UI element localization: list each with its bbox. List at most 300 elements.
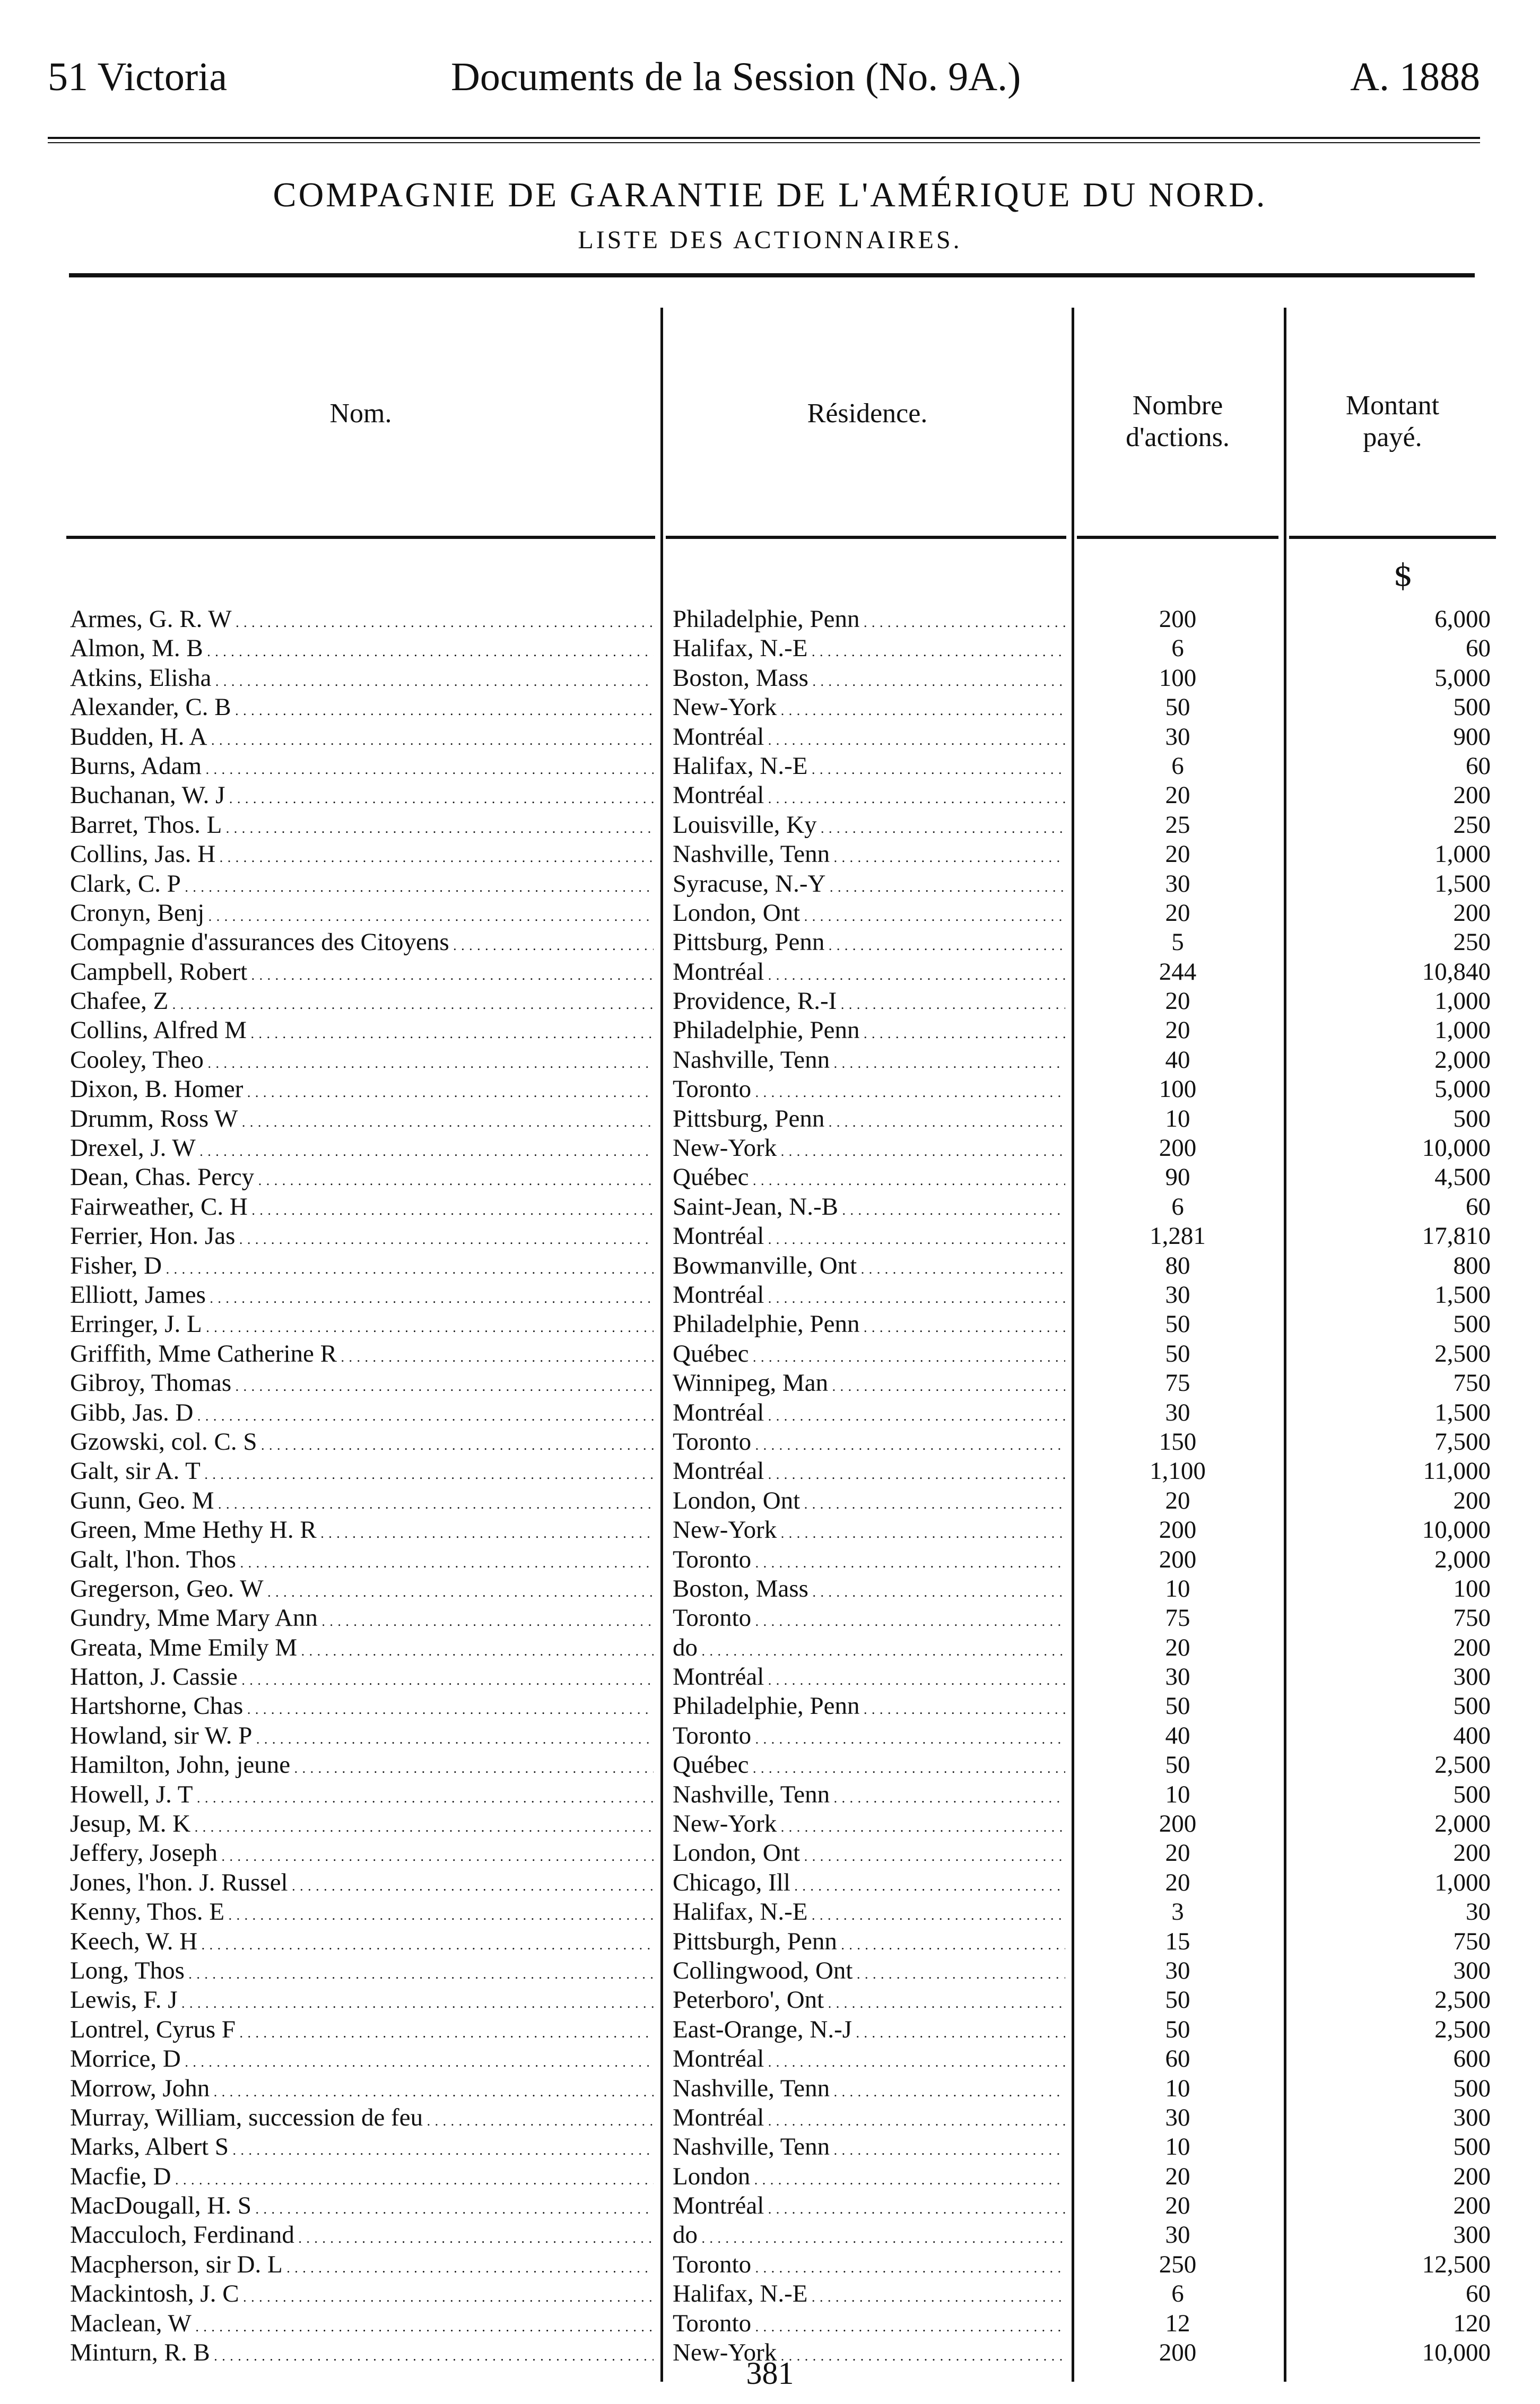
shareholder-name: Kenny, Thos. E . . . xyxy=(70,1897,654,1930)
shareholder-amount-paid: 750 xyxy=(1453,1369,1491,1397)
shareholder-residence: Montréal . . . xyxy=(673,957,1065,990)
shareholder-amount-paid: 200 xyxy=(1453,2192,1491,2220)
shareholder-residence: Toronto . . . xyxy=(673,1427,1065,1460)
shareholder-name: Lewis, F. J . . . xyxy=(70,1985,654,2018)
shareholder-shares: 75 xyxy=(1165,1604,1190,1632)
header-separator-residence xyxy=(666,536,1066,539)
shareholder-name: Galt, sir A. T . . . xyxy=(70,1457,654,1489)
shareholder-residence: Montréal . . . xyxy=(673,2103,1065,2136)
shareholder-shares: 20 xyxy=(1165,1633,1190,1661)
table-row xyxy=(0,2074,1540,2103)
shareholder-name: Gundry, Mme Mary Ann . . . xyxy=(70,1604,654,1636)
shareholder-shares: 5 xyxy=(1171,928,1184,956)
table-row xyxy=(0,840,1540,869)
shareholder-amount-paid: 30 xyxy=(1466,1898,1491,1926)
table-row xyxy=(0,1134,1540,1163)
shareholder-amount-paid: 1,000 xyxy=(1434,1016,1491,1044)
table-row xyxy=(0,1251,1540,1281)
shareholder-name: Buchanan, W. J . . . xyxy=(70,781,654,813)
shareholder-name: MacDougall, H. S . . . xyxy=(70,2191,654,2224)
shareholder-amount-paid: 11,000 xyxy=(1423,1457,1491,1485)
table-row xyxy=(0,1222,1540,1251)
shareholder-shares: 90 xyxy=(1165,1163,1190,1191)
table-row xyxy=(0,957,1540,987)
table-row xyxy=(0,928,1540,957)
shareholder-amount-paid: 200 xyxy=(1453,1839,1491,1867)
shareholder-residence: Philadelphie, Penn . . . xyxy=(673,1016,1065,1048)
currency-symbol: $ xyxy=(1393,557,1413,593)
column-header-amount-line2: payé. xyxy=(1363,422,1422,452)
shareholder-amount-paid: 500 xyxy=(1453,2074,1491,2102)
shareholder-amount-paid: 60 xyxy=(1466,2280,1491,2308)
shareholder-amount-paid: 250 xyxy=(1453,928,1491,956)
shareholder-amount-paid: 10,840 xyxy=(1422,957,1491,986)
table-row xyxy=(0,2132,1540,2162)
shareholder-name: Jesup, M. K . . . xyxy=(70,1809,654,1842)
shareholder-residence: Montréal . . . xyxy=(673,1281,1065,1313)
shareholder-shares: 10 xyxy=(1165,1104,1190,1133)
table-row xyxy=(0,1662,1540,1692)
shareholder-name: Dixon, B. Homer . . . xyxy=(70,1075,654,1107)
shareholder-name: Long, Thos . . . xyxy=(70,1956,654,1989)
shareholder-amount-paid: 10,000 xyxy=(1422,1134,1491,1162)
shareholder-amount-paid: 900 xyxy=(1453,722,1491,751)
shareholder-residence: Philadelphie, Penn . . . xyxy=(673,1310,1065,1342)
table-row xyxy=(0,1281,1540,1310)
shareholder-name: Atkins, Elisha . . . xyxy=(70,664,654,696)
table-row xyxy=(0,1427,1540,1457)
shareholder-amount-paid: 100 xyxy=(1453,1574,1491,1602)
table-row xyxy=(0,1075,1540,1104)
table-row xyxy=(0,1046,1540,1075)
shareholder-residence: do . . . xyxy=(673,2220,1065,2253)
shareholder-amount-paid: 10,000 xyxy=(1422,2339,1491,2367)
shareholder-name: Fisher, D . . . xyxy=(70,1251,654,1284)
shareholder-shares: 20 xyxy=(1165,987,1190,1015)
page-title: COMPAGNIE DE GARANTIE DE L'AMÉRIQUE DU NORD. xyxy=(273,176,1267,214)
shareholder-amount-paid: 500 xyxy=(1453,2133,1491,2161)
shareholder-shares: 6 xyxy=(1171,1192,1184,1221)
shareholder-name: Galt, l'hon. Thos . . . xyxy=(70,1545,654,1578)
shareholder-amount-paid: 60 xyxy=(1466,1192,1491,1221)
shareholder-name: Campbell, Robert . . . xyxy=(70,957,654,990)
shareholder-name: Macpherson, sir D. L . . . xyxy=(70,2250,654,2283)
shareholder-residence: Pittsburgh, Penn . . . xyxy=(673,1927,1065,1959)
shareholder-residence: New-York . . . xyxy=(673,1809,1065,1842)
shareholder-shares: 50 xyxy=(1165,693,1190,721)
shareholder-name: Maclean, W . . . xyxy=(70,2309,654,2341)
shareholder-amount-paid: 300 xyxy=(1453,2103,1491,2131)
shareholder-shares: 20 xyxy=(1165,2162,1190,2190)
table-row xyxy=(0,693,1540,722)
shareholder-amount-paid: 750 xyxy=(1453,1604,1491,1632)
shareholder-name: Howell, J. T . . . xyxy=(70,1780,654,1813)
column-header-name: Nom. xyxy=(329,398,392,429)
table-row xyxy=(0,899,1540,928)
shareholder-name: Greata, Mme Emily M . . . xyxy=(70,1633,654,1666)
shareholder-name: Almon, M. B . . . xyxy=(70,634,654,666)
shareholder-name: Ferrier, Hon. Jas . . . xyxy=(70,1222,654,1254)
table-row xyxy=(0,2250,1540,2279)
shareholder-name: Jones, l'hon. J. Russel . . . xyxy=(70,1868,654,1901)
table-row xyxy=(0,1927,1540,1956)
shareholder-name: Alexander, C. B . . . xyxy=(70,693,654,725)
shareholder-shares: 10 xyxy=(1165,1780,1190,1808)
table-row xyxy=(0,1545,1540,1574)
shareholder-shares: 200 xyxy=(1159,605,1197,633)
shareholder-residence: Louisville, Ky . . . xyxy=(673,811,1065,843)
shareholder-residence: Boston, Mass . . . xyxy=(673,1574,1065,1607)
shareholder-amount-paid: 2,000 xyxy=(1434,1046,1491,1074)
shareholder-shares: 6 xyxy=(1171,752,1184,780)
shareholder-amount-paid: 6,000 xyxy=(1434,605,1491,633)
table-row xyxy=(0,1780,1540,1809)
header-rule-bottom xyxy=(48,142,1480,143)
table-row xyxy=(0,1574,1540,1604)
shareholder-shares: 20 xyxy=(1165,1839,1190,1867)
shareholder-residence: London, Ont . . . xyxy=(673,1839,1065,1871)
table-row xyxy=(0,1016,1540,1045)
shareholder-residence: Halifax, N.-E . . . xyxy=(673,2279,1065,2312)
shareholder-name: Budden, H. A . . . xyxy=(70,722,654,755)
shareholder-shares: 6 xyxy=(1171,2280,1184,2308)
shareholder-shares: 80 xyxy=(1165,1251,1190,1279)
shareholder-shares: 30 xyxy=(1165,2103,1190,2131)
table-row xyxy=(0,1604,1540,1633)
shareholder-shares: 200 xyxy=(1159,1810,1197,1838)
table-row xyxy=(0,1839,1540,1868)
shareholder-residence: Québec . . . xyxy=(673,1339,1065,1372)
header-separator-name xyxy=(66,536,655,539)
shareholder-shares: 40 xyxy=(1165,1721,1190,1749)
shareholder-name: Erringer, J. L . . . xyxy=(70,1310,654,1342)
shareholder-residence: Nashville, Tenn . . . xyxy=(673,2132,1065,2165)
shareholder-amount-paid: 10,000 xyxy=(1422,1516,1491,1544)
shareholder-name: Macculoch, Ferdinand . . . xyxy=(70,2220,654,2253)
shareholder-name: Gregerson, Geo. W . . . xyxy=(70,1574,654,1607)
column-header-shares xyxy=(1077,390,1278,454)
shareholder-shares: 40 xyxy=(1165,1046,1190,1074)
shareholder-amount-paid: 200 xyxy=(1453,2162,1491,2190)
table-row xyxy=(0,811,1540,840)
shareholder-name: Jeffery, Joseph . . . xyxy=(70,1839,654,1871)
shareholder-shares: 50 xyxy=(1165,1751,1190,1779)
shareholder-shares: 200 xyxy=(1159,1516,1197,1544)
shareholder-shares: 50 xyxy=(1165,1310,1190,1338)
shareholder-residence: Halifax, N.-E . . . xyxy=(673,1897,1065,1930)
shareholder-residence: Montréal . . . xyxy=(673,1398,1065,1431)
shareholder-amount-paid: 400 xyxy=(1453,1721,1491,1749)
shareholder-residence: Nashville, Tenn . . . xyxy=(673,2074,1065,2106)
table-row xyxy=(0,2191,1540,2220)
shareholder-residence: New-York . . . xyxy=(673,693,1065,725)
table-row xyxy=(0,987,1540,1016)
table-row xyxy=(0,1163,1540,1192)
shareholder-residence: Halifax, N.-E . . . xyxy=(673,634,1065,666)
shareholder-shares: 50 xyxy=(1165,1339,1190,1368)
page-subtitle: LISTE DES ACTIONNAIRES. xyxy=(578,226,962,254)
shareholder-name: Elliott, James . . . xyxy=(70,1281,654,1313)
table-row xyxy=(0,1486,1540,1515)
shareholder-residence: Québec . . . xyxy=(673,1750,1065,1783)
shareholder-amount-paid: 5,000 xyxy=(1434,1075,1491,1103)
table-row xyxy=(0,1310,1540,1339)
shareholder-residence: Montréal . . . xyxy=(673,2191,1065,2224)
shareholder-shares: 75 xyxy=(1165,1369,1190,1397)
table-row xyxy=(0,781,1540,810)
shareholder-name: Minturn, R. B . . . xyxy=(70,2338,654,2371)
shareholder-name: Collins, Alfred M . . . xyxy=(70,1016,654,1048)
shareholder-residence: Halifax, N.-E . . . xyxy=(673,752,1065,784)
table-row xyxy=(0,605,1540,634)
shareholder-name: Murray, William, succession de feu . . . xyxy=(70,2103,654,2136)
shareholder-amount-paid: 500 xyxy=(1453,1780,1491,1808)
column-header-shares-line1: Nombre xyxy=(1132,390,1223,421)
shareholder-shares: 50 xyxy=(1165,1986,1190,2014)
shareholder-name: Hamilton, John, jeune . . . xyxy=(70,1750,654,1783)
shareholder-amount-paid: 60 xyxy=(1466,634,1491,663)
shareholder-shares: 30 xyxy=(1165,722,1190,751)
shareholder-shares: 60 xyxy=(1165,2045,1190,2073)
shareholder-shares: 12 xyxy=(1165,2309,1190,2337)
shareholder-shares: 30 xyxy=(1165,1398,1190,1426)
shareholder-amount-paid: 2,500 xyxy=(1434,1986,1491,2014)
shareholder-shares: 250 xyxy=(1159,2250,1197,2278)
shareholder-name: Drexel, J. W . . . xyxy=(70,1134,654,1166)
shareholder-amount-paid: 1,500 xyxy=(1434,1281,1491,1309)
shareholder-shares: 3 xyxy=(1171,1898,1184,1926)
shareholder-amount-paid: 2,500 xyxy=(1434,1339,1491,1368)
shareholder-residence: Toronto . . . xyxy=(673,1721,1065,1754)
shareholder-shares: 30 xyxy=(1165,2221,1190,2249)
shareholder-shares: 25 xyxy=(1165,811,1190,839)
shareholder-amount-paid: 17,810 xyxy=(1422,1222,1491,1250)
shareholder-amount-paid: 60 xyxy=(1466,752,1491,780)
table-row xyxy=(0,1457,1540,1486)
shareholder-name: Howland, sir W. P . . . xyxy=(70,1721,654,1754)
shareholder-amount-paid: 300 xyxy=(1453,2221,1491,2249)
shareholder-name: Gzowski, col. C. S . . . xyxy=(70,1427,654,1460)
shareholder-name: Griffith, Mme Catherine R . . . xyxy=(70,1339,654,1372)
table-row xyxy=(0,1369,1540,1398)
shareholder-name: Hatton, J. Cassie . . . xyxy=(70,1662,654,1695)
shareholder-amount-paid: 2,500 xyxy=(1434,1751,1491,1779)
shareholder-residence: Providence, R.-I . . . xyxy=(673,987,1065,1019)
table-row xyxy=(0,1633,1540,1662)
shareholder-residence: Chicago, Ill . . . xyxy=(673,1868,1065,1901)
shareholder-amount-paid: 2,000 xyxy=(1434,1810,1491,1838)
table-row xyxy=(0,664,1540,693)
table-row xyxy=(0,2309,1540,2338)
shareholder-residence: do . . . xyxy=(673,1633,1065,1666)
table-row xyxy=(0,722,1540,752)
shareholder-amount-paid: 120 xyxy=(1453,2309,1491,2337)
table-row xyxy=(0,1515,1540,1545)
shareholder-shares: 20 xyxy=(1165,1486,1190,1514)
shareholder-shares: 200 xyxy=(1159,2339,1197,2367)
shareholder-residence: London . . . xyxy=(673,2162,1065,2194)
table-row xyxy=(0,1985,1540,2015)
table-row xyxy=(0,2220,1540,2250)
shareholder-shares: 244 xyxy=(1159,957,1197,986)
shareholder-amount-paid: 500 xyxy=(1453,1104,1491,1133)
table-row xyxy=(0,1721,1540,1750)
shareholder-name: Armes, G. R. W . . . xyxy=(70,605,654,637)
shareholder-amount-paid: 4,500 xyxy=(1434,1163,1491,1191)
shareholder-amount-paid: 1,500 xyxy=(1434,869,1491,898)
shareholder-name: Macfie, D . . . xyxy=(70,2162,654,2194)
shareholder-name: Lontrel, Cyrus F . . . xyxy=(70,2015,654,2048)
shareholder-name: Gibb, Jas. D . . . xyxy=(70,1398,654,1431)
shareholder-shares: 30 xyxy=(1165,1663,1190,1691)
shareholder-amount-paid: 800 xyxy=(1453,1251,1491,1279)
header-separator-shares xyxy=(1077,536,1278,539)
shareholder-amount-paid: 200 xyxy=(1453,1486,1491,1514)
shareholder-amount-paid: 2,000 xyxy=(1434,1545,1491,1573)
shareholder-shares: 100 xyxy=(1159,664,1197,692)
shareholder-amount-paid: 250 xyxy=(1453,811,1491,839)
shareholder-name: Dean, Chas. Percy . . . xyxy=(70,1163,654,1195)
shareholder-residence: Montréal . . . xyxy=(673,722,1065,755)
page-number: 381 xyxy=(746,2356,794,2391)
header-volume: 51 Victoria xyxy=(48,55,228,99)
column-header-amount xyxy=(1292,390,1493,454)
shareholder-residence: London, Ont . . . xyxy=(673,899,1065,931)
shareholder-shares: 200 xyxy=(1159,1545,1197,1573)
shareholder-name: Clark, C. P . . . xyxy=(70,869,654,902)
shareholder-residence: Pittsburg, Penn . . . xyxy=(673,1104,1065,1137)
shareholder-residence: Winnipeg, Man . . . xyxy=(673,1369,1065,1401)
shareholder-shares: 30 xyxy=(1165,869,1190,898)
shareholder-name: Chafee, Z . . . xyxy=(70,987,654,1019)
shareholder-shares: 50 xyxy=(1165,1692,1190,1720)
shareholder-amount-paid: 2,500 xyxy=(1434,2015,1491,2043)
shareholder-name: Morrow, John . . . xyxy=(70,2074,654,2106)
table-row xyxy=(0,2103,1540,2132)
shareholder-shares: 10 xyxy=(1165,2133,1190,2161)
shareholder-residence: Montréal . . . xyxy=(673,2044,1065,2077)
table-row xyxy=(0,2044,1540,2074)
shareholder-residence: Montréal . . . xyxy=(673,1457,1065,1489)
shareholder-residence: Philadelphie, Penn . . . xyxy=(673,605,1065,637)
shareholder-residence: Collingwood, Ont . . . xyxy=(673,1956,1065,1989)
shareholder-shares: 200 xyxy=(1159,1134,1197,1162)
shareholder-shares: 6 xyxy=(1171,634,1184,663)
shareholder-name: Morrice, D . . . xyxy=(70,2044,654,2077)
shareholder-amount-paid: 750 xyxy=(1453,1927,1491,1955)
shareholder-shares: 20 xyxy=(1165,2192,1190,2220)
shareholder-amount-paid: 500 xyxy=(1453,1692,1491,1720)
table-row xyxy=(0,1809,1540,1839)
shareholder-name: Mackintosh, J. C . . . xyxy=(70,2279,654,2312)
shareholder-name: Marks, Albert S . . . xyxy=(70,2132,654,2165)
header-rule-top xyxy=(48,137,1480,139)
table-row xyxy=(0,752,1540,781)
shareholder-shares: 15 xyxy=(1165,1927,1190,1955)
shareholder-amount-paid: 500 xyxy=(1453,693,1491,721)
table-row xyxy=(0,1339,1540,1369)
shareholder-amount-paid: 12,500 xyxy=(1422,2250,1491,2278)
shareholder-name: Collins, Jas. H . . . xyxy=(70,840,654,872)
shareholder-shares: 150 xyxy=(1159,1427,1197,1456)
table-row xyxy=(0,1956,1540,1985)
table-row xyxy=(0,1750,1540,1780)
shareholder-residence: Toronto . . . xyxy=(673,2250,1065,2283)
shareholder-shares: 100 xyxy=(1159,1075,1197,1103)
shareholder-name: Barret, Thos. L . . . xyxy=(70,811,654,843)
column-header-residence: Résidence. xyxy=(807,398,928,429)
shareholder-name: Hartshorne, Chas . . . xyxy=(70,1692,654,1724)
table-row xyxy=(0,869,1540,899)
shareholder-name: Gunn, Geo. M . . . xyxy=(70,1486,654,1519)
table-row xyxy=(0,1398,1540,1427)
shareholder-amount-paid: 7,500 xyxy=(1434,1427,1491,1456)
table-row xyxy=(0,2162,1540,2191)
shareholder-table xyxy=(0,605,1540,2367)
shareholder-shares: 1,100 xyxy=(1150,1457,1206,1485)
shareholder-residence: Nashville, Tenn . . . xyxy=(673,840,1065,872)
shareholder-name: Compagnie d'assurances des Citoyens . . . xyxy=(70,928,654,960)
shareholder-amount-paid: 1,500 xyxy=(1434,1398,1491,1426)
shareholder-residence: East-Orange, N.-J . . . xyxy=(673,2015,1065,2048)
column-header-shares-line2: d'actions. xyxy=(1126,422,1230,452)
shareholder-shares: 10 xyxy=(1165,2074,1190,2102)
title-rule xyxy=(69,273,1475,277)
shareholder-residence: Boston, Mass . . . xyxy=(673,664,1065,696)
shareholder-name: Fairweather, C. H . . . xyxy=(70,1192,654,1225)
shareholder-name: Burns, Adam . . . xyxy=(70,752,654,784)
shareholder-residence: Montréal . . . xyxy=(673,781,1065,813)
shareholder-residence: Philadelphie, Penn . . . xyxy=(673,1692,1065,1724)
shareholder-amount-paid: 1,000 xyxy=(1434,840,1491,868)
table-row xyxy=(0,2015,1540,2044)
shareholder-residence: New-York . . . xyxy=(673,2338,1065,2371)
shareholder-residence: New-York . . . xyxy=(673,1515,1065,1548)
shareholder-shares: 10 xyxy=(1165,1574,1190,1602)
header-year: A. 1888 xyxy=(1350,55,1480,99)
shareholder-shares: 20 xyxy=(1165,1016,1190,1044)
header-separator-amount xyxy=(1289,536,1496,539)
shareholder-residence: New-York . . . xyxy=(673,1134,1065,1166)
column-header-amount-line1: Montant xyxy=(1345,390,1440,421)
shareholder-residence: London, Ont . . . xyxy=(673,1486,1065,1519)
shareholder-shares: 20 xyxy=(1165,781,1190,809)
shareholder-name: Drumm, Ross W . . . xyxy=(70,1104,654,1137)
shareholder-name: Green, Mme Hethy H. R . . . xyxy=(70,1515,654,1548)
table-row xyxy=(0,1897,1540,1927)
shareholder-name: Cooley, Theo . . . xyxy=(70,1046,654,1078)
shareholder-name: Gibroy, Thomas . . . xyxy=(70,1369,654,1401)
shareholder-amount-paid: 300 xyxy=(1453,1956,1491,1984)
shareholder-residence: Peterboro', Ont . . . xyxy=(673,1985,1065,2018)
table-row xyxy=(0,1868,1540,1897)
shareholder-residence: Bowmanville, Ont . . . xyxy=(673,1251,1065,1284)
shareholder-residence: Toronto . . . xyxy=(673,1604,1065,1636)
table-row xyxy=(0,2279,1540,2309)
shareholder-shares: 20 xyxy=(1165,1868,1190,1896)
shareholder-amount-paid: 1,000 xyxy=(1434,1868,1491,1896)
header-document-title: Documents de la Session (No. 9A.) xyxy=(451,55,1021,99)
table-row xyxy=(0,1192,1540,1222)
shareholder-residence: Québec . . . xyxy=(673,1163,1065,1195)
shareholder-residence: Nashville, Tenn . . . xyxy=(673,1780,1065,1813)
shareholder-residence: Pittsburg, Penn . . . xyxy=(673,928,1065,960)
shareholder-shares: 30 xyxy=(1165,1956,1190,1984)
shareholder-residence: Nashville, Tenn . . . xyxy=(673,1046,1065,1078)
table-row xyxy=(0,634,1540,663)
running-header xyxy=(48,48,1480,106)
shareholder-residence: Syracuse, N.-Y . . . xyxy=(673,869,1065,902)
